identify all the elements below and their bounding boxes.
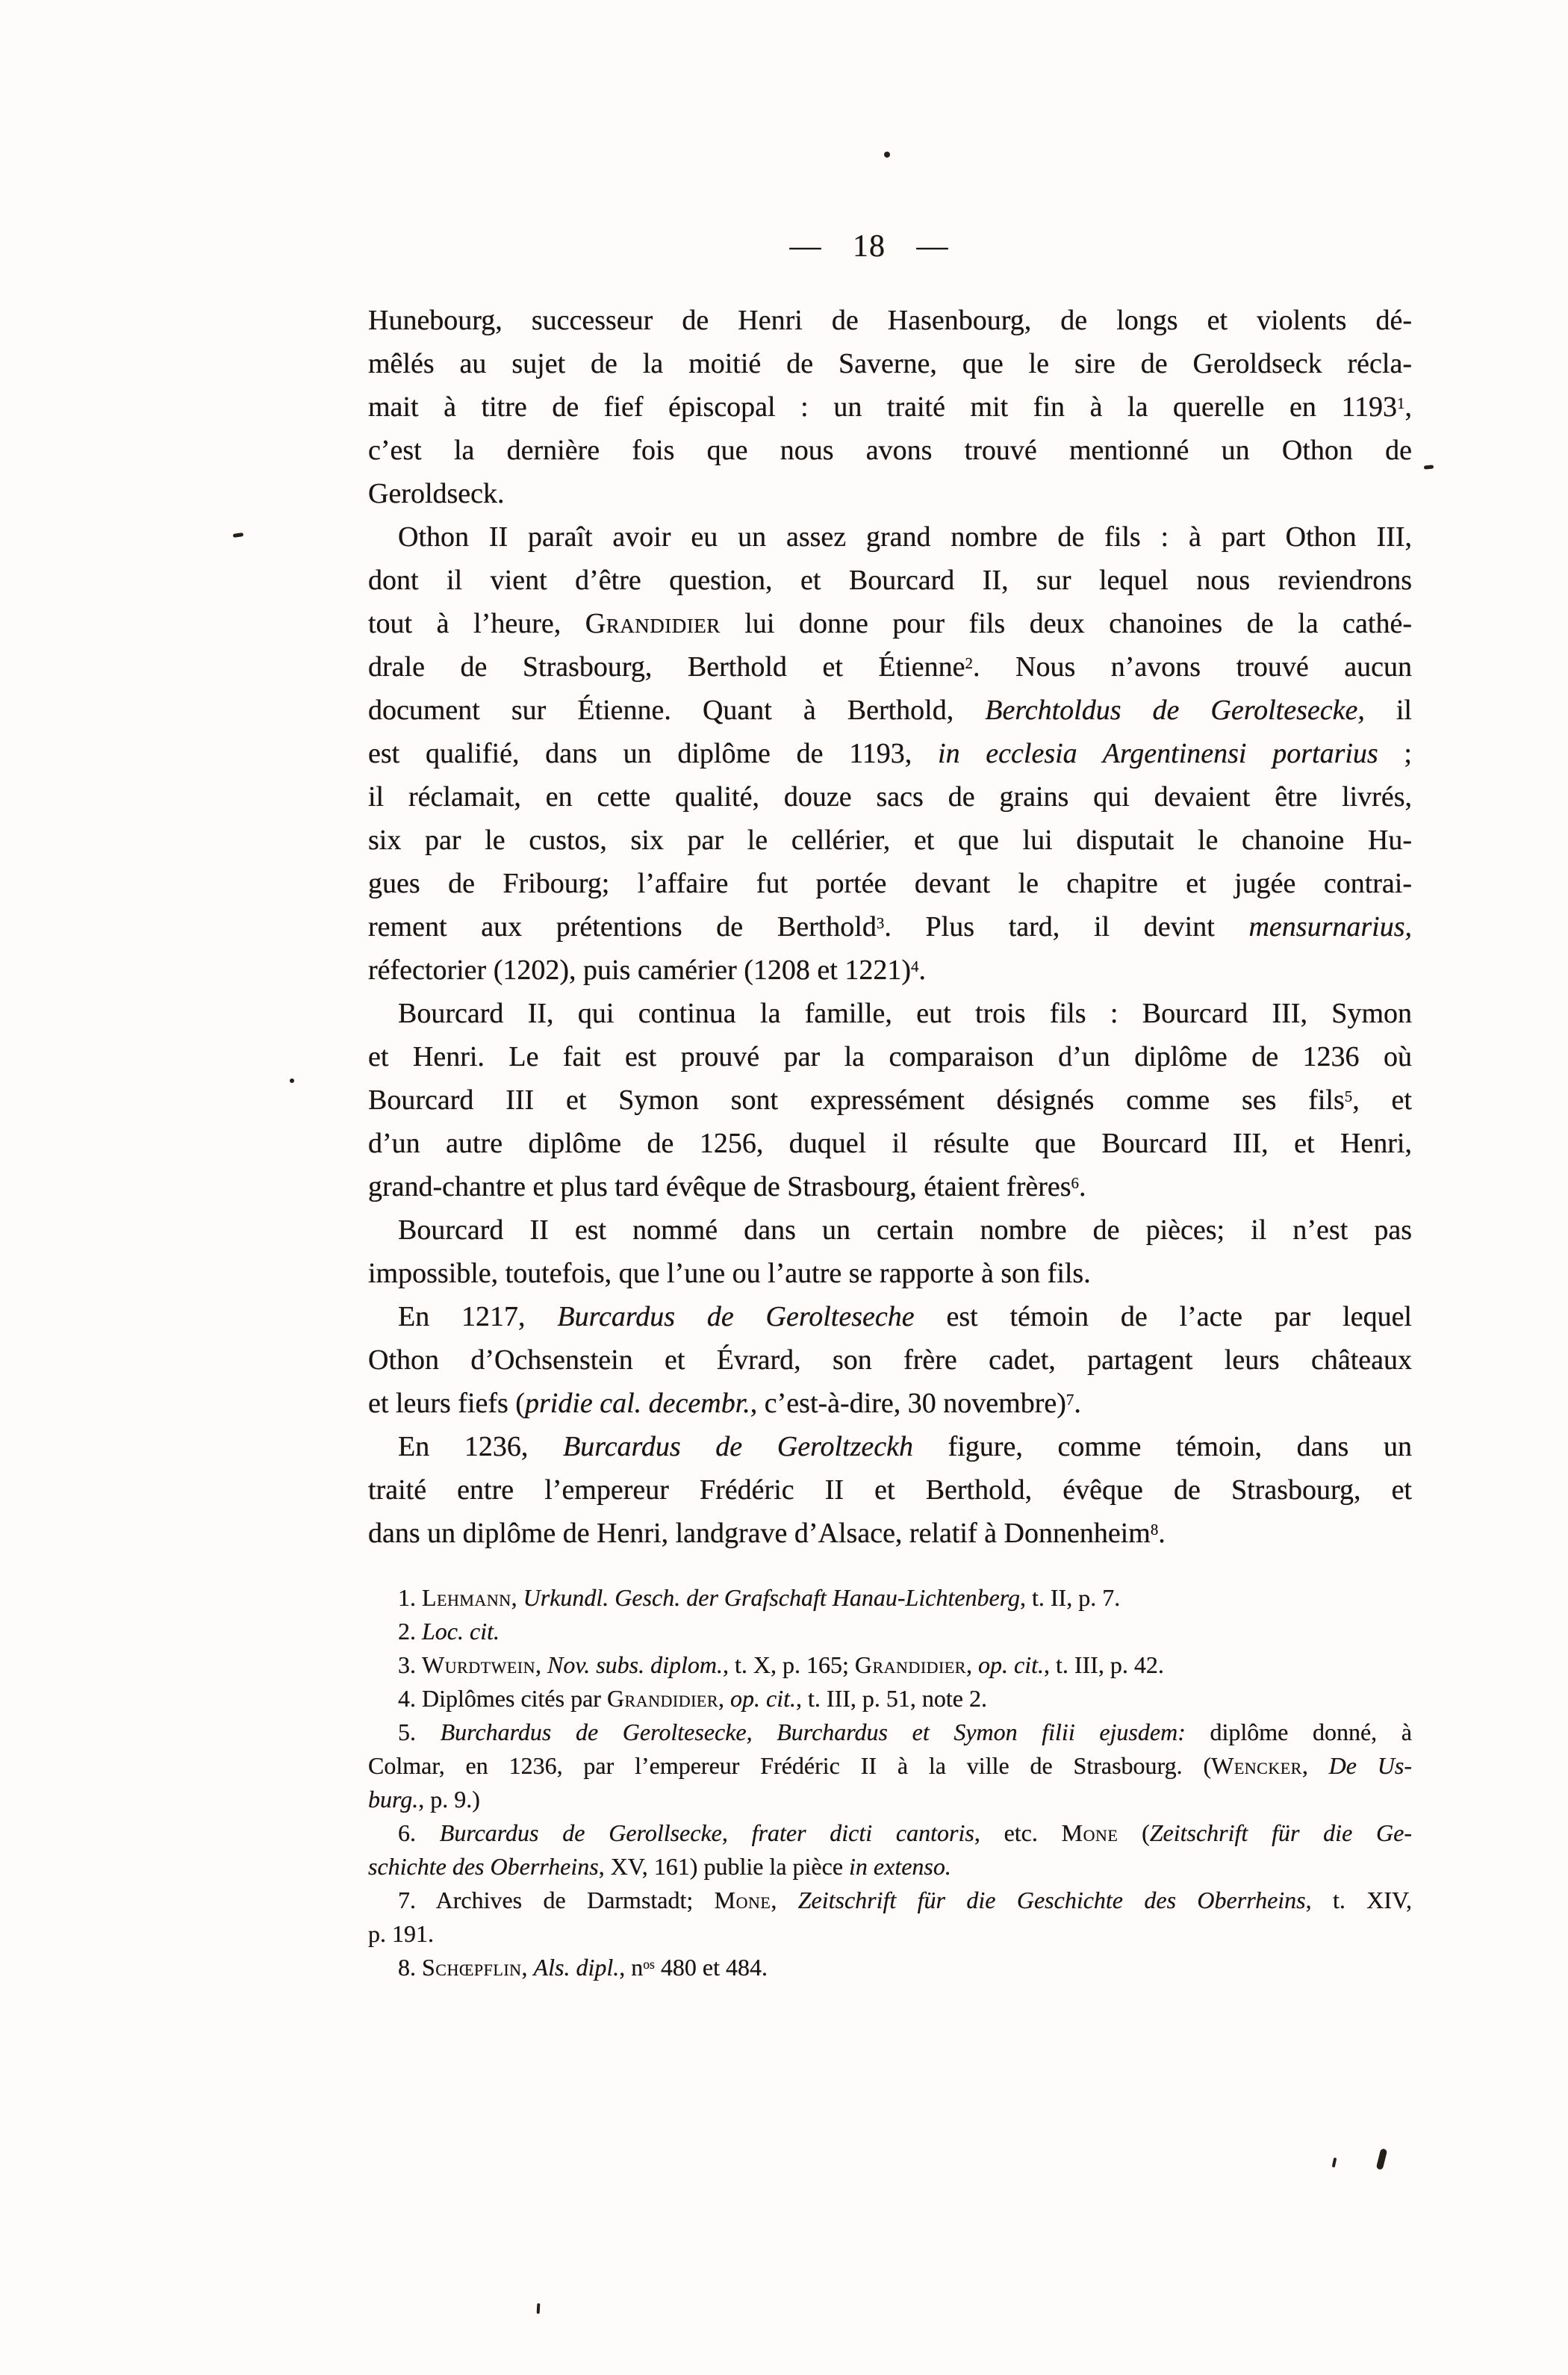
- ink-speck: [290, 1078, 294, 1083]
- body-text: [368, 299, 1412, 1555]
- paragraph: [368, 992, 1412, 1208]
- page-number: — 18 —: [789, 229, 949, 264]
- paragraph: [368, 1425, 1412, 1555]
- text-line: mêlés au sujet de la moitié de Saverne, que le sire de Geroldseck récla-: [368, 348, 1412, 379]
- text-line: il réclamait, en cette qualité, douze sacs de grains qui devaient être livrés,: [368, 781, 1412, 813]
- text-line: Othon d’Ochsenstein et Évrard, son frère cadet, partagent leurs châteaux: [368, 1344, 1412, 1376]
- text-line: rement aux prétentions de Berthold$^3$. Plus tard, il devint mensurnarius,: [368, 911, 1412, 943]
- text-line: Bourcard II, qui continua la famille, eut trois fils : Bourcard III, Symon: [398, 998, 1412, 1029]
- text-line: tout à l’heure, Grandidier lui donne pour fils deux chanoines de la cathé-: [368, 608, 1412, 639]
- ink-speck: [233, 533, 244, 538]
- paragraph: [368, 515, 1412, 992]
- text-line: document sur Étienne. Quant à Berthold, Berchtoldus de Geroltesecke, il: [368, 695, 1412, 726]
- ink-speck: [884, 152, 890, 158]
- text-line: En 1236, Burcardus de Geroltzeckh figure, comme témoin, dans un: [398, 1431, 1412, 1462]
- text-line: et Henri. Le fait est prouvé par la comparaison d’un diplôme de 1236 où: [368, 1041, 1412, 1072]
- footnote-line: schichte des Oberrheins, XV, 161) publie la pièce in extenso.: [368, 1853, 951, 1880]
- footnote-line: 7. Archives de Darmstadt; Mone, Zeitschrift für die Geschichte des Oberrheins, t. XIV,: [398, 1887, 1412, 1913]
- footnote-line: 8. Schœpflin, Als. dipl., $n^{os}$ 480 et 484.: [398, 1954, 768, 1981]
- footnote-line: 4. Diplômes cités par Grandidier, op. cit., t. III, p. 51, note 2.: [398, 1685, 987, 1712]
- footnote-line: Colmar, en 1236, par l’empereur Frédéric II à la ville de Strasbourg. (Wencker, De Us-: [368, 1752, 1412, 1779]
- ink-speck: [537, 2303, 541, 2314]
- text-line: d’un autre diplôme de 1256, duquel il résulte que Bourcard III, et Henri,: [368, 1128, 1412, 1159]
- paragraph: [368, 299, 1412, 515]
- footnote-line: 6. Burcardus de Gerollsecke, frater dicti cantoris, etc. Mone (Zeitschrift für die Ge-: [398, 1819, 1412, 1846]
- text-line: c’est la dernière fois que nous avons trouvé mentionné un Othon de: [368, 435, 1412, 466]
- ink-speck: [1332, 2158, 1337, 2168]
- text-line: drale de Strasbourg, Berthold et Étienne$^2$. Nous n’avons trouvé aucun: [368, 651, 1412, 683]
- text-line: traité entre l’empereur Frédéric II et Berthold, évêque de Strasbourg, et: [368, 1474, 1412, 1506]
- text-line: gues de Fribourg; l’affaire fut portée devant le chapitre et jugée contrai-: [368, 868, 1412, 899]
- text-line: Geroldseck.: [368, 478, 505, 509]
- footnote-line: 1. Lehmann, Urkundl. Gesch. der Grafschaft Hanau-Lichtenberg, t. II, p. 7.: [398, 1584, 1121, 1611]
- text-line: Othon II paraît avoir eu un assez grand nombre de fils : à part Othon III,: [398, 521, 1412, 553]
- text-line: mait à titre de fief épiscopal : un traité mit fin à la querelle en 1193$^1$,: [368, 391, 1412, 423]
- text-line: En 1217, Burcardus de Gerolteseche est témoin de l’acte par lequel: [398, 1301, 1412, 1332]
- text-line: dans un diplôme de Henri, landgrave d’Alsace, relatif à Donnenheim$^8$.: [368, 1518, 1166, 1549]
- text-line: Bourcard III et Symon sont expressément désignés comme ses fils$^5$, et: [368, 1084, 1412, 1116]
- text-line: impossible, toutefois, que l’une ou l’autre se rapporte à son fils.: [368, 1258, 1091, 1289]
- text-line: six par le custos, six par le cellérier, et que lui disputait le chanoine Hu-: [368, 825, 1412, 856]
- text-line: Hunebourg, successeur de Henri de Hasenbourg, de longs et violents dé-: [368, 305, 1412, 336]
- text-line: dont il vient d’être question, et Bourcard II, sur lequel nous reviendrons: [368, 565, 1412, 596]
- text-line: réfectorier (1202), puis camérier (1208 et 1221)$^4$.: [368, 954, 926, 986]
- ink-speck: [1376, 2148, 1388, 2170]
- text-line: est qualifié, dans un diplôme de 1193, in ecclesia Argentinensi portarius ;: [368, 738, 1412, 769]
- footnote-line: 5. Burchardus de Geroltesecke, Burchardus et Symon filii ejusdem: diplôme donné, à: [398, 1719, 1412, 1745]
- paragraph: [368, 1208, 1412, 1295]
- ink-speck: [1424, 465, 1434, 469]
- footnote-line: 2. Loc. cit.: [398, 1618, 500, 1645]
- text-line: grand-chantre et plus tard évêque de Strasbourg, étaient frères$^6$.: [368, 1171, 1086, 1202]
- footnote-line: burg., p. 9.): [368, 1786, 480, 1813]
- footnotes: [368, 1581, 1412, 1984]
- paragraph: [368, 1295, 1412, 1425]
- footnote-line: 3. Wurdtwein, Nov. subs. diplom., t. X, p. 165; Grandidier, op. cit., t. III, p. 42.: [398, 1651, 1164, 1678]
- footnote-line: p. 191.: [368, 1920, 434, 1947]
- text-line: Bourcard II est nommé dans un certain nombre de pièces; il n’est pas: [398, 1214, 1412, 1246]
- text-line: et leurs fiefs (pridie cal. decembr., c’est-à-dire, 30 novembre)$^7$.: [368, 1388, 1081, 1419]
